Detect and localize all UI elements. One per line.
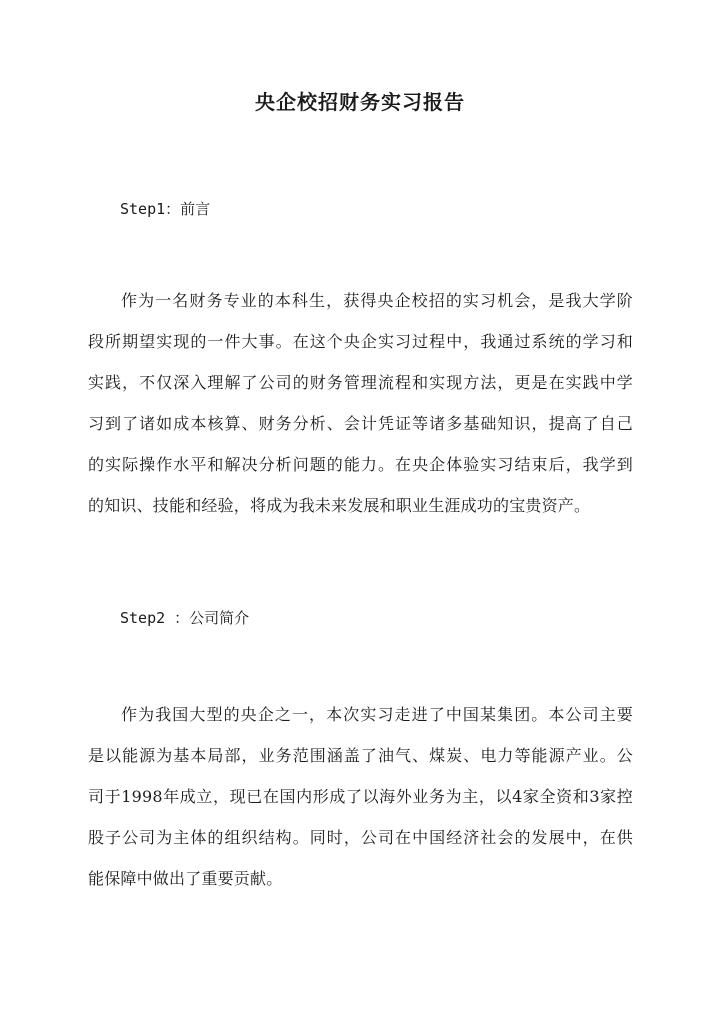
document-title: 央企校招财务实习报告 bbox=[255, 90, 465, 114]
paragraph-line: 实践，不仅深入理解了公司的财务管理流程和实现方法，更是在实践中学 bbox=[88, 373, 633, 392]
paragraph-line: 的知识、技能和经验，将成为我未来发展和职业生涯成功的宝贵资产。 bbox=[88, 496, 591, 515]
paragraph-line: 作为我国大型的央企之一，本次实习走进了中国某集团。本公司主要 bbox=[121, 705, 633, 724]
section-heading-text: Step2 ：公司简介 bbox=[120, 609, 250, 627]
paragraph-line: 能保障中做出了重要贡献。 bbox=[88, 869, 283, 888]
paragraph-line: 习到了诸如成本核算、财务分析、会计凭证等诸多基础知识，提高了自己 bbox=[88, 414, 633, 433]
paragraph-line: 的实际操作水平和解决分析问题的能力。在央企体验实习结束后，我学到 bbox=[88, 455, 633, 474]
section-heading-text: Step1：前言 bbox=[120, 200, 211, 218]
paragraph-line: 股子公司为主体的组织结构。同时，公司在中国经济社会的发展中，在供 bbox=[88, 828, 633, 847]
section-heading-step2 bbox=[120, 607, 249, 628]
section-paragraph-company bbox=[88, 694, 633, 899]
section-heading-step1 bbox=[120, 198, 210, 219]
paragraph-line: 段所期望实现的一件大事。在这个央企实习过程中，我通过系统的学习和 bbox=[88, 332, 633, 351]
paragraph-line: 是以能源为基本局部，业务范围涵盖了油气、煤炭、电力等能源产业。公 bbox=[88, 746, 633, 765]
paragraph-line: 司于1998年成立，现已在国内形成了以海外业务为主，以4家全资和3家控 bbox=[88, 787, 633, 806]
section-paragraph-intro bbox=[88, 280, 633, 526]
paragraph-line: 作为一名财务专业的本科生，获得央企校招的实习机会，是我大学阶 bbox=[121, 291, 633, 310]
